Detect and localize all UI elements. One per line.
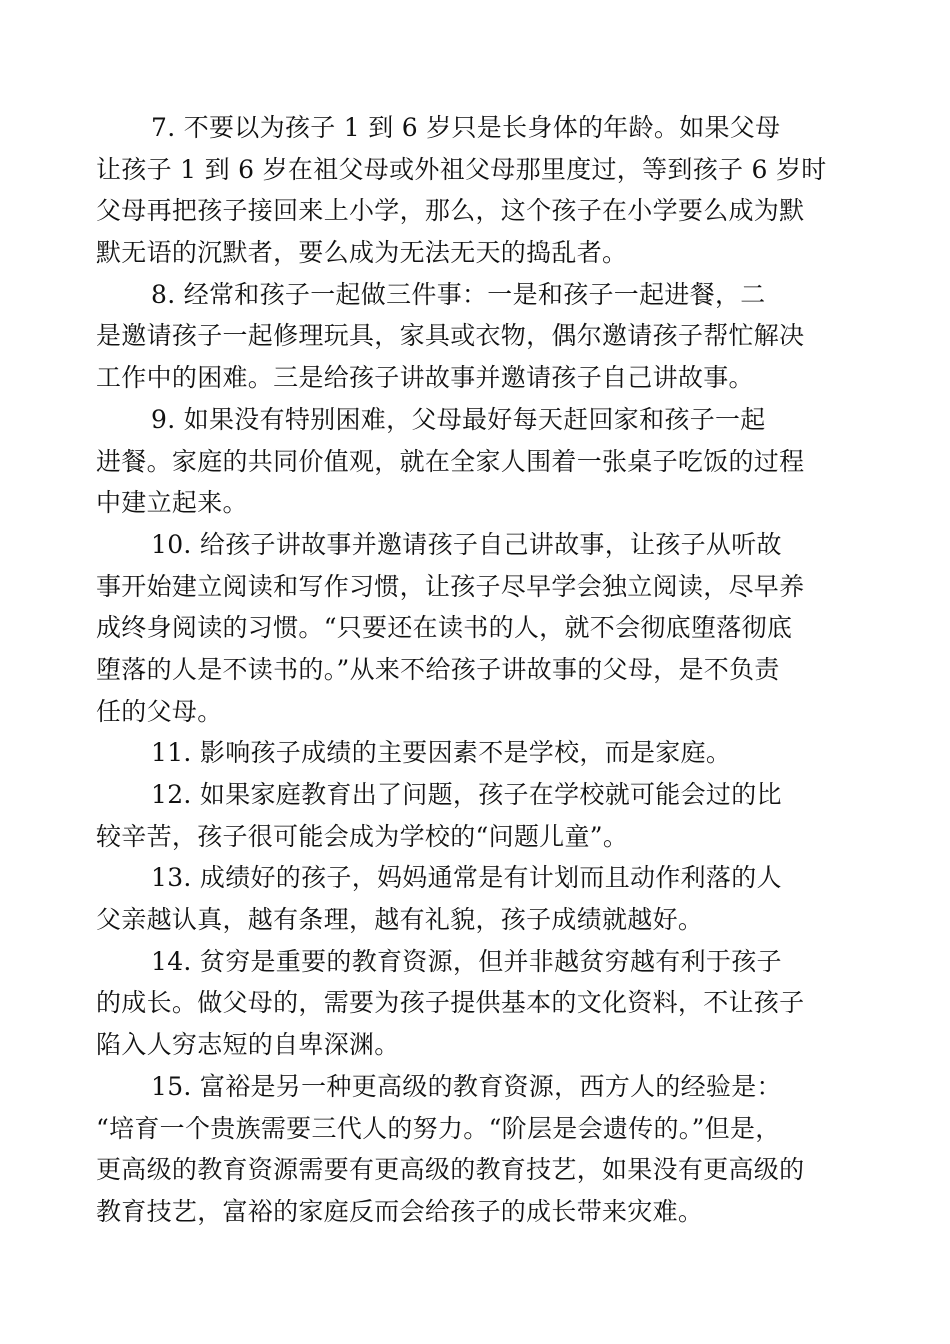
- text-line: 12. 如果家庭教育出了问题，孩子在学校就可能会过的比: [151, 780, 782, 809]
- text-line: 10. 给孩子讲故事并邀请孩子自己讲故事，让孩子从听故: [151, 529, 782, 559]
- text-line: 陷入人穷志短的自卑深渊。: [96, 1030, 400, 1060]
- text-line: 15. 富裕是另一种更高级的教育资源，西方人的经验是：: [151, 1071, 782, 1101]
- text-line: 堕落的人是不读书的。”从来不给孩子讲故事的父母，是不负责: [96, 654, 780, 684]
- text-line: 父母再把孩子接回来上小学，那么，这个孩子在小学要么成为默: [96, 196, 805, 226]
- text-line: 7. 不要以为孩子 1 到 6 岁只是长身体的年龄。如果父母: [151, 113, 781, 142]
- text-line: 8. 经常和孩子一起做三件事：一是和孩子一起进餐，二: [151, 279, 766, 309]
- text-line: 中建立起来。: [96, 488, 248, 518]
- text-line: 让孩子 1 到 6 岁在祖父母或外祖父母那里度过，等到孩子 6 岁时: [96, 154, 827, 184]
- text-line: 9. 如果没有特别困难，父母最好每天赶回家和孩子一起: [151, 404, 766, 434]
- text-line: 11. 影响孩子成绩的主要因素不是学校，而是家庭。: [151, 738, 732, 768]
- text-line: 工作中的困难。三是给孩子讲故事并邀请孩子自己讲故事。: [96, 363, 754, 393]
- text-line: 的成长。做父母的，需要为孩子提供基本的文化资料，不让孩子: [96, 988, 805, 1018]
- text-line: 较辛苦，孩子很可能会成为学校的“问题儿童”。: [96, 821, 629, 851]
- text-line: 默无语的沉默者，要么成为无法无天的捣乱者。: [96, 238, 628, 268]
- text-line: 13. 成绩好的孩子，妈妈通常是有计划而且动作利落的人: [151, 863, 782, 893]
- text-line: 14. 贫穷是重要的教育资源，但并非越贫穷越有利于孩子: [151, 946, 782, 976]
- text-line: 进餐。家庭的共同价值观，就在全家人围着一张桌子吃饭的过程: [96, 446, 805, 476]
- text-line: 教育技艺，富裕的家庭反而会给孩子的成长带来灾难。: [96, 1196, 704, 1226]
- text-line: 任的父母。: [96, 696, 223, 726]
- text-line: 成终身阅读的习惯。“只要还在读书的人，就不会彻底堕落彻底: [96, 613, 793, 643]
- text-line: 事开始建立阅读和写作习惯，让孩子尽早学会独立阅读，尽早养: [96, 571, 805, 601]
- document-body: [96, 107, 858, 1233]
- text-line: 父亲越认真，越有条理，越有礼貌，孩子成绩就越好。: [96, 905, 704, 935]
- text-line: 是邀请孩子一起修理玩具，家具或衣物，偶尔邀请孩子帮忙解决: [96, 321, 805, 351]
- text-line: “培育一个贵族需要三代人的努力。“阶层是会遗传的。”但是，: [96, 1113, 781, 1143]
- text-line: 更高级的教育资源需要有更高级的教育技艺，如果没有更高级的: [96, 1155, 805, 1185]
